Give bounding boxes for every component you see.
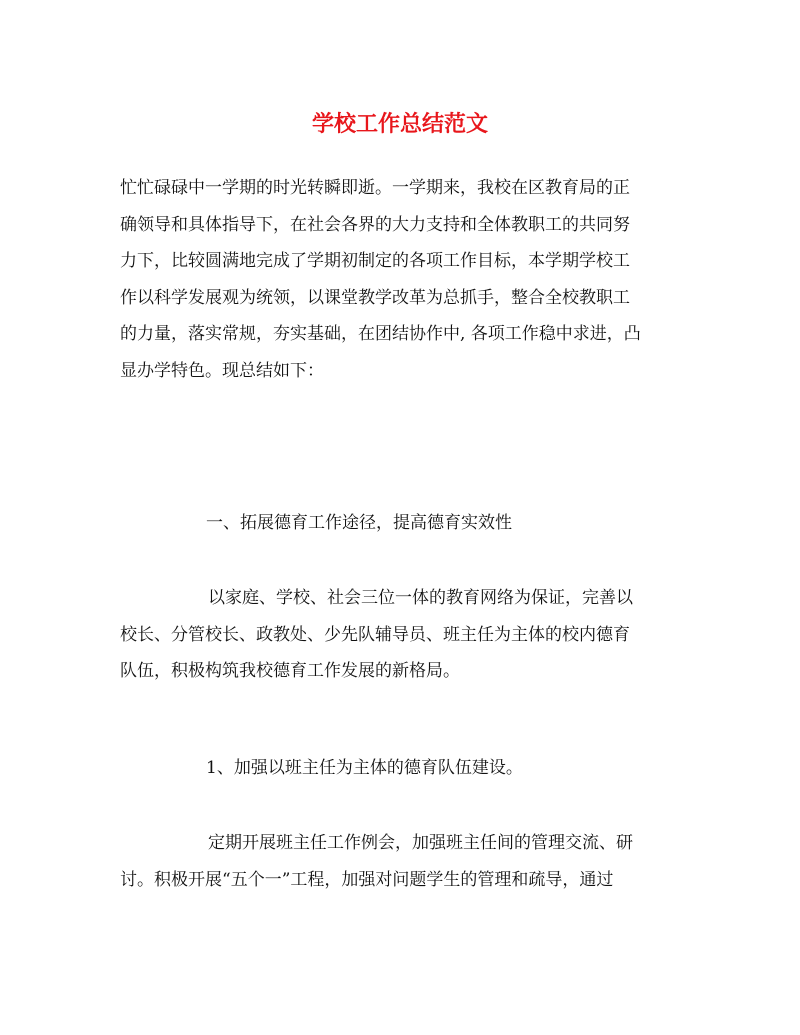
paragraph-line: 力下，比较圆满地完成了学期初制定的各项工作目标，本学期学校工 [120, 251, 630, 271]
paragraph-line: 作以科学发展观为统领，以课堂教学改革为总抓手，整合全校教职工 [120, 287, 630, 308]
paragraph-line: 的力量，落实常规，夯实基础，在团结协作中, 各项工作稳中求进，凸 [120, 324, 641, 344]
paragraph-line: 以家庭、学校、社会三位一体的教育网络为保证，完善以 [208, 588, 633, 608]
subsection-paragraph [120, 825, 680, 898]
paragraph-line: 定期开展班主任工作例会，加强班主任间的管理交流、研 [208, 833, 633, 853]
paragraph-line: 校长、分管校长、政教处、少先队辅导员、班主任为主体的校内德育 [120, 624, 630, 645]
paragraph-line: 确领导和具体指导下，在社会各界的大力支持和全体教职工的共同努 [120, 214, 630, 235]
section-paragraph [120, 580, 680, 690]
subsection-heading: 1、加强以班主任为主体的德育队伍建设。 [206, 758, 523, 778]
paragraph-line: 队伍，积极构筑我校德育工作发展的新格局。 [120, 661, 460, 681]
document-title: 学校工作总结范文 [311, 111, 488, 137]
paragraph-line: 忙忙碌碌中一学期的时光转瞬即逝。一学期来，我校在区教育局的正 [120, 178, 630, 198]
intro-paragraph [120, 170, 680, 389]
section-heading: 一、拓展德育工作途径，提高德育实效性 [206, 513, 512, 533]
paragraph-line: 讨。积极开展“五个一”工程，加强对问题学生的管理和疏导，通过 [120, 869, 614, 890]
paragraph-line: 显办学特色。现总结如下： [120, 360, 324, 381]
